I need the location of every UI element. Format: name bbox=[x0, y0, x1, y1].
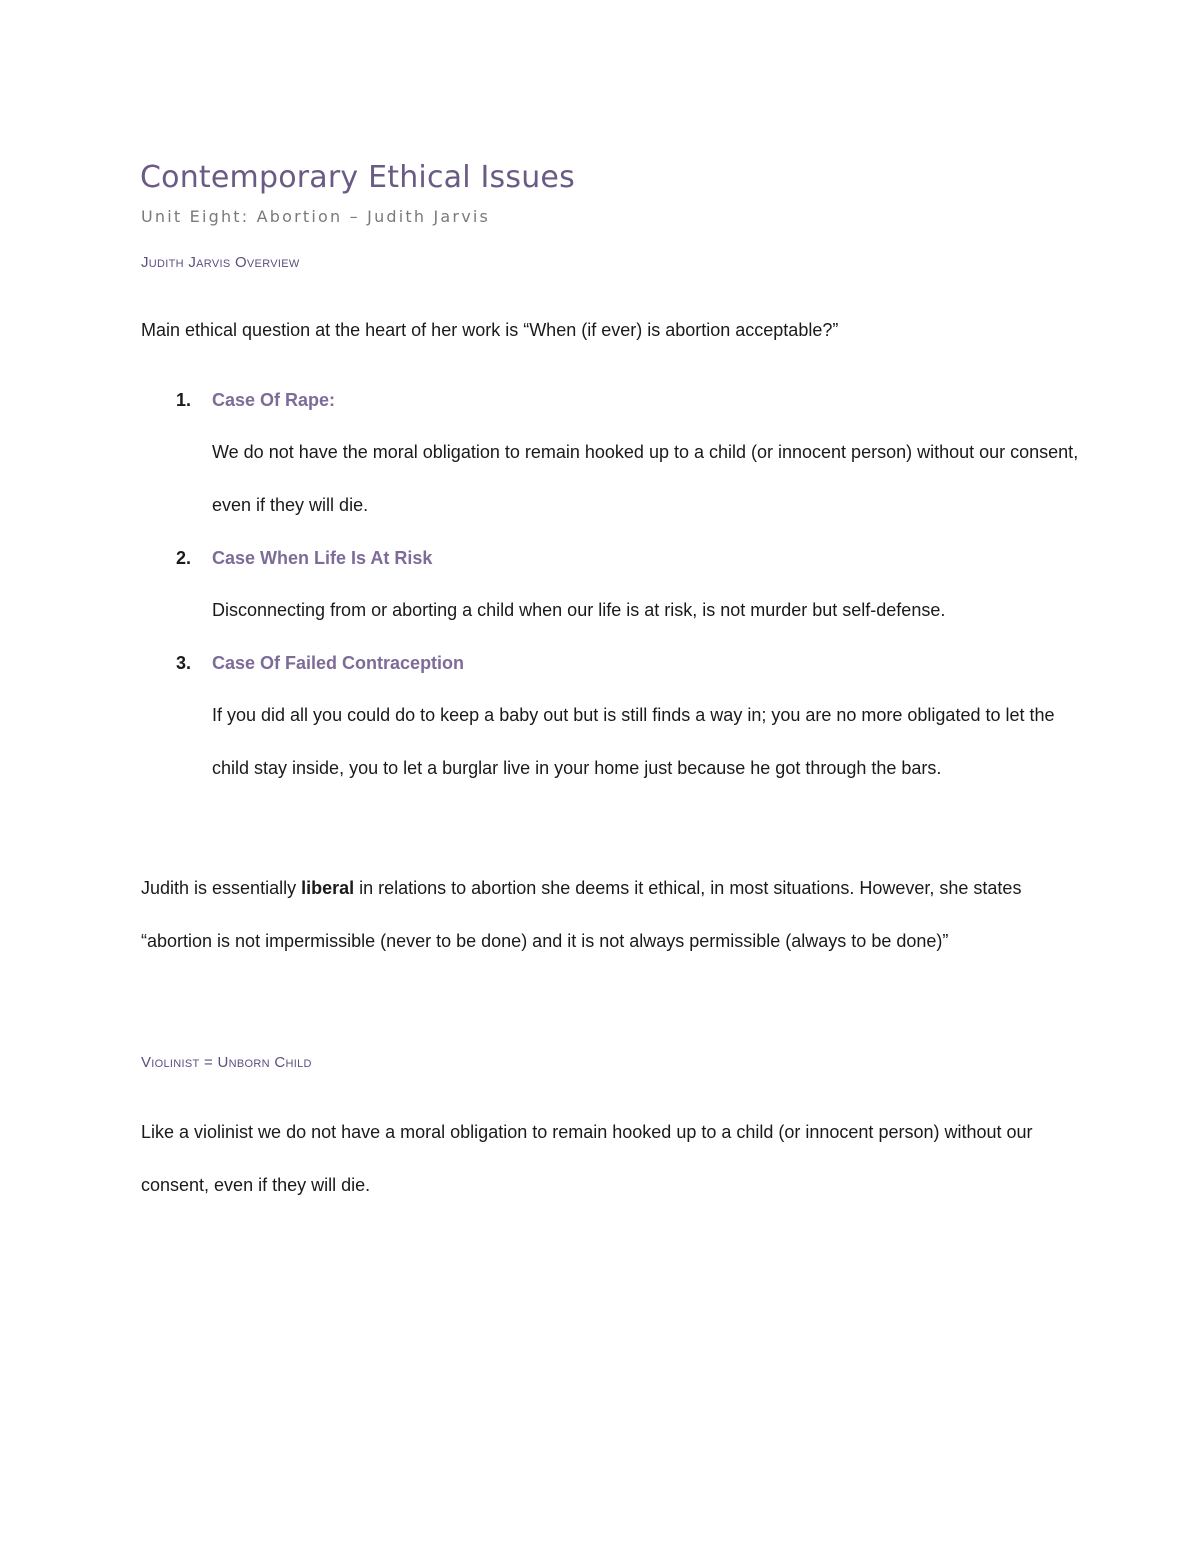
case-number-2: 2. bbox=[176, 548, 192, 568]
section-heading-violinist: Violinist = Unborn Child bbox=[141, 1054, 312, 1071]
summary-text-before: Judith is essentially bbox=[141, 878, 302, 898]
summary-paragraph bbox=[141, 862, 1066, 968]
case-number-1: 1. bbox=[176, 390, 192, 410]
closing-paragraph: Like a violinist we do not have a moral obligation to remain hooked up to a child (or innocent person) without our consent, even if they will die. bbox=[141, 1122, 1033, 1195]
case-body-3: If you did all you could do to keep a baby out but is still finds a way in; you are no more obligated to let the child stay inside, you to let a burglar live in your home just because he got through the bars. bbox=[212, 705, 1055, 778]
intro-paragraph: Main ethical question at the heart of her work is “When (if ever) is abortion acceptable?” bbox=[141, 320, 839, 340]
case-title-3: Case Of Failed Contraception bbox=[212, 653, 465, 673]
document-subtitle: Unit Eight: Abortion – Judith Jarvis bbox=[141, 207, 491, 226]
summary-text-after: in relations to abortion she deems it ethical, in most situations. However, she states “abortion is not impermissible (never to be done) and it is not always permissible (always to be done)” bbox=[141, 878, 1022, 951]
summary-bold-term: liberal bbox=[301, 878, 355, 898]
case-title-2: Case When Life Is At Risk bbox=[212, 548, 433, 568]
case-body-1: We do not have the moral obligation to remain hooked up to a child (or innocent person) without our consent, even if they will die. bbox=[212, 442, 1079, 515]
section-heading-overview: Judith Jarvis Overview bbox=[141, 254, 300, 271]
case-body-2: Disconnecting from or aborting a child when our life is at risk, is not murder but self-defense. bbox=[212, 600, 946, 620]
document-title: Contemporary Ethical Issues bbox=[140, 160, 575, 195]
case-title-1: Case Of Rape: bbox=[212, 390, 336, 410]
case-number-3: 3. bbox=[176, 653, 192, 673]
